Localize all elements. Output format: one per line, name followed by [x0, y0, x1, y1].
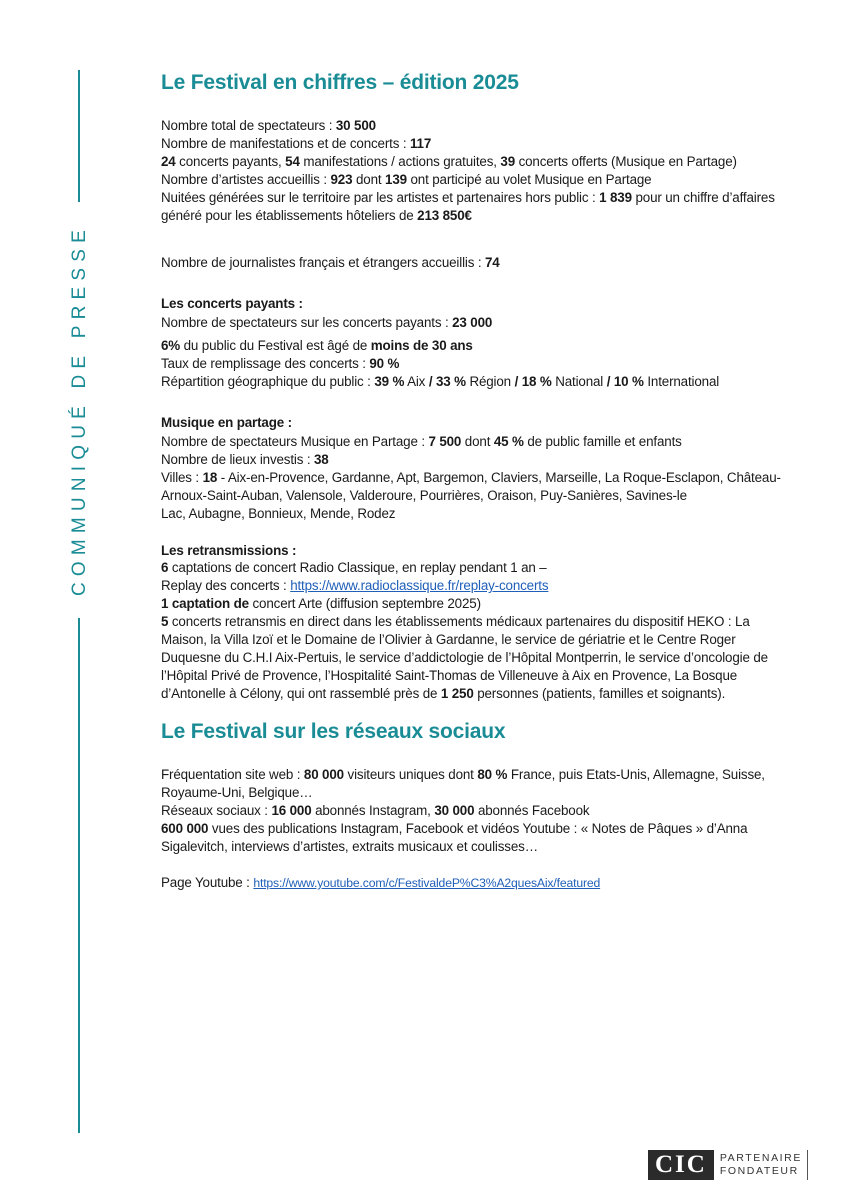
stat-concerts: 24 concerts payants, 54 manifestations / actions gratuites, 39 concerts offerts (Musique en Partage)	[161, 154, 737, 169]
logo-divider	[807, 1150, 808, 1180]
social-vues-cont: Sigalevitch, interviews d’artistes, extraits musicaux et coulisses…	[161, 839, 538, 854]
musique-lieux: Nombre de lieux investis : 38	[161, 452, 329, 467]
section-title-reseaux: Le Festival sur les réseaux sociaux	[161, 720, 506, 743]
sponsor-logo	[648, 1148, 808, 1182]
retrans-heko-cont2: Duquesne du C.H.I Aix-Pertuis, le service d’addictologie de l’Hôpital Montperrin, le service d’oncologie de	[161, 650, 768, 665]
paid-repartition: Répartition géographique du public : 39 % Aix / 33 % Région / 18 % National / 10 % International	[161, 374, 720, 389]
partner-label-2: FONDATEUR	[719, 1165, 799, 1177]
partner-caption	[720, 1152, 802, 1178]
musique-villes: Villes : 18 - Aix-en-Provence, Gardanne, Apt, Bargemon, Claviers, Marseille, La Roque-Esclapon, Château-	[161, 470, 781, 485]
sidebar-label: COMMUNIQUÉ DE PRESSE	[69, 223, 90, 597]
musique-villes-cont1: Arnoux-Saint-Auban, Valensole, Valderoure, Pourrières, Oraison, Puy-Sanières, Savines-le	[161, 488, 687, 503]
paid-remplissage: Taux de remplissage des concerts : 90 %	[161, 356, 400, 371]
paid-spectateurs: Nombre de spectateurs sur les concerts payants : 23 000	[161, 315, 493, 330]
retrans-radio: 6 captations de concert Radio Classique, en replay pendant 1 an –	[161, 560, 547, 575]
heading-musique-partage: Musique en partage :	[161, 415, 292, 430]
musique-spectateurs: Nombre de spectateurs Musique en Partage : 7 500 dont 45 % de public famille et enfants	[161, 434, 682, 449]
musique-villes-cont2: Lac, Aubagne, Bonnieux, Mende, Rodez	[161, 506, 396, 521]
retrans-heko-cont3: l’Hôpital Privé de Provence, l’Hospitalité Saint-Thomas de Villeneuve à Aix en Provence, La Bosque	[161, 668, 738, 683]
retrans-arte: 1 captation de concert Arte (diffusion septembre 2025)	[161, 596, 481, 611]
section-title-chiffres: Le Festival en chiffres – édition 2025	[161, 71, 519, 94]
stat-artistes: Nombre d’artistes accueillis : 923 dont 139 ont participé au volet Musique en Partage	[161, 172, 652, 187]
retrans-heko: 5 concerts retransmis en direct dans les établissements médicaux partenaires du dispositif HEKO : La	[161, 614, 750, 629]
stat-spectateurs: Nombre total de spectateurs : 30 500	[161, 118, 376, 133]
stat-nuitees: Nuitées générées sur le territoire par les artistes et partenaires hors public : 1 839 pour un chiffre d’affaires	[161, 190, 775, 205]
social-vues: 600 000 vues des publications Instagram, Facebook et vidéos Youtube : « Notes de Pâques » d’Anna	[161, 821, 748, 836]
social-youtube: Page Youtube : https://www.youtube.com/c/FestivaldeP%C3%A2quesAix/featured	[161, 875, 601, 890]
social-abonnes: Réseaux sociaux : 16 000 abonnés Instagram, 30 000 abonnés Facebook	[161, 803, 590, 818]
partner-label-1: PARTENAIRE	[719, 1152, 802, 1164]
stat-nuitees-cont: généré pour les établissements hôteliers de 213 850€	[161, 208, 472, 223]
social-site-web: Fréquentation site web : 80 000 visiteurs uniques dont 80 % France, puis Etats-Unis, Allemagne, Suisse,	[161, 767, 765, 782]
social-site-web-cont: Royaume-Uni, Belgique…	[161, 785, 313, 800]
heading-concerts-payants: Les concerts payants :	[161, 296, 303, 311]
sidebar-line-top	[78, 70, 80, 202]
replay-link[interactable]: https://www.radioclassique.fr/replay-concerts	[290, 578, 549, 593]
heading-retransmissions: Les retransmissions :	[161, 543, 297, 558]
sidebar-line-bottom	[78, 618, 80, 1133]
youtube-link[interactable]: https://www.youtube.com/c/FestivaldeP%C3%A2quesAix/featured	[253, 876, 601, 890]
retrans-heko-cont4: d’Antonelle à Célony, qui ont rassemblé près de 1 250 personnes (patients, familles et soignants).	[161, 686, 726, 701]
stat-journalistes: Nombre de journalistes français et étrangers accueillis : 74	[161, 255, 500, 270]
retrans-heko-cont1: Maison, la Villa Izoï et le Domaine de l’Olivier à Gardanne, le service de gériatrie et le Centre Roger	[161, 632, 736, 647]
stat-manifestations: Nombre de manifestations et de concerts : 117	[161, 136, 432, 151]
paid-moins-30: 6% du public du Festival est âgé de moins de 30 ans	[161, 338, 473, 353]
cic-logo: CIC	[648, 1150, 714, 1180]
retrans-replay: Replay des concerts : https://www.radioclassique.fr/replay-concerts	[161, 578, 549, 593]
